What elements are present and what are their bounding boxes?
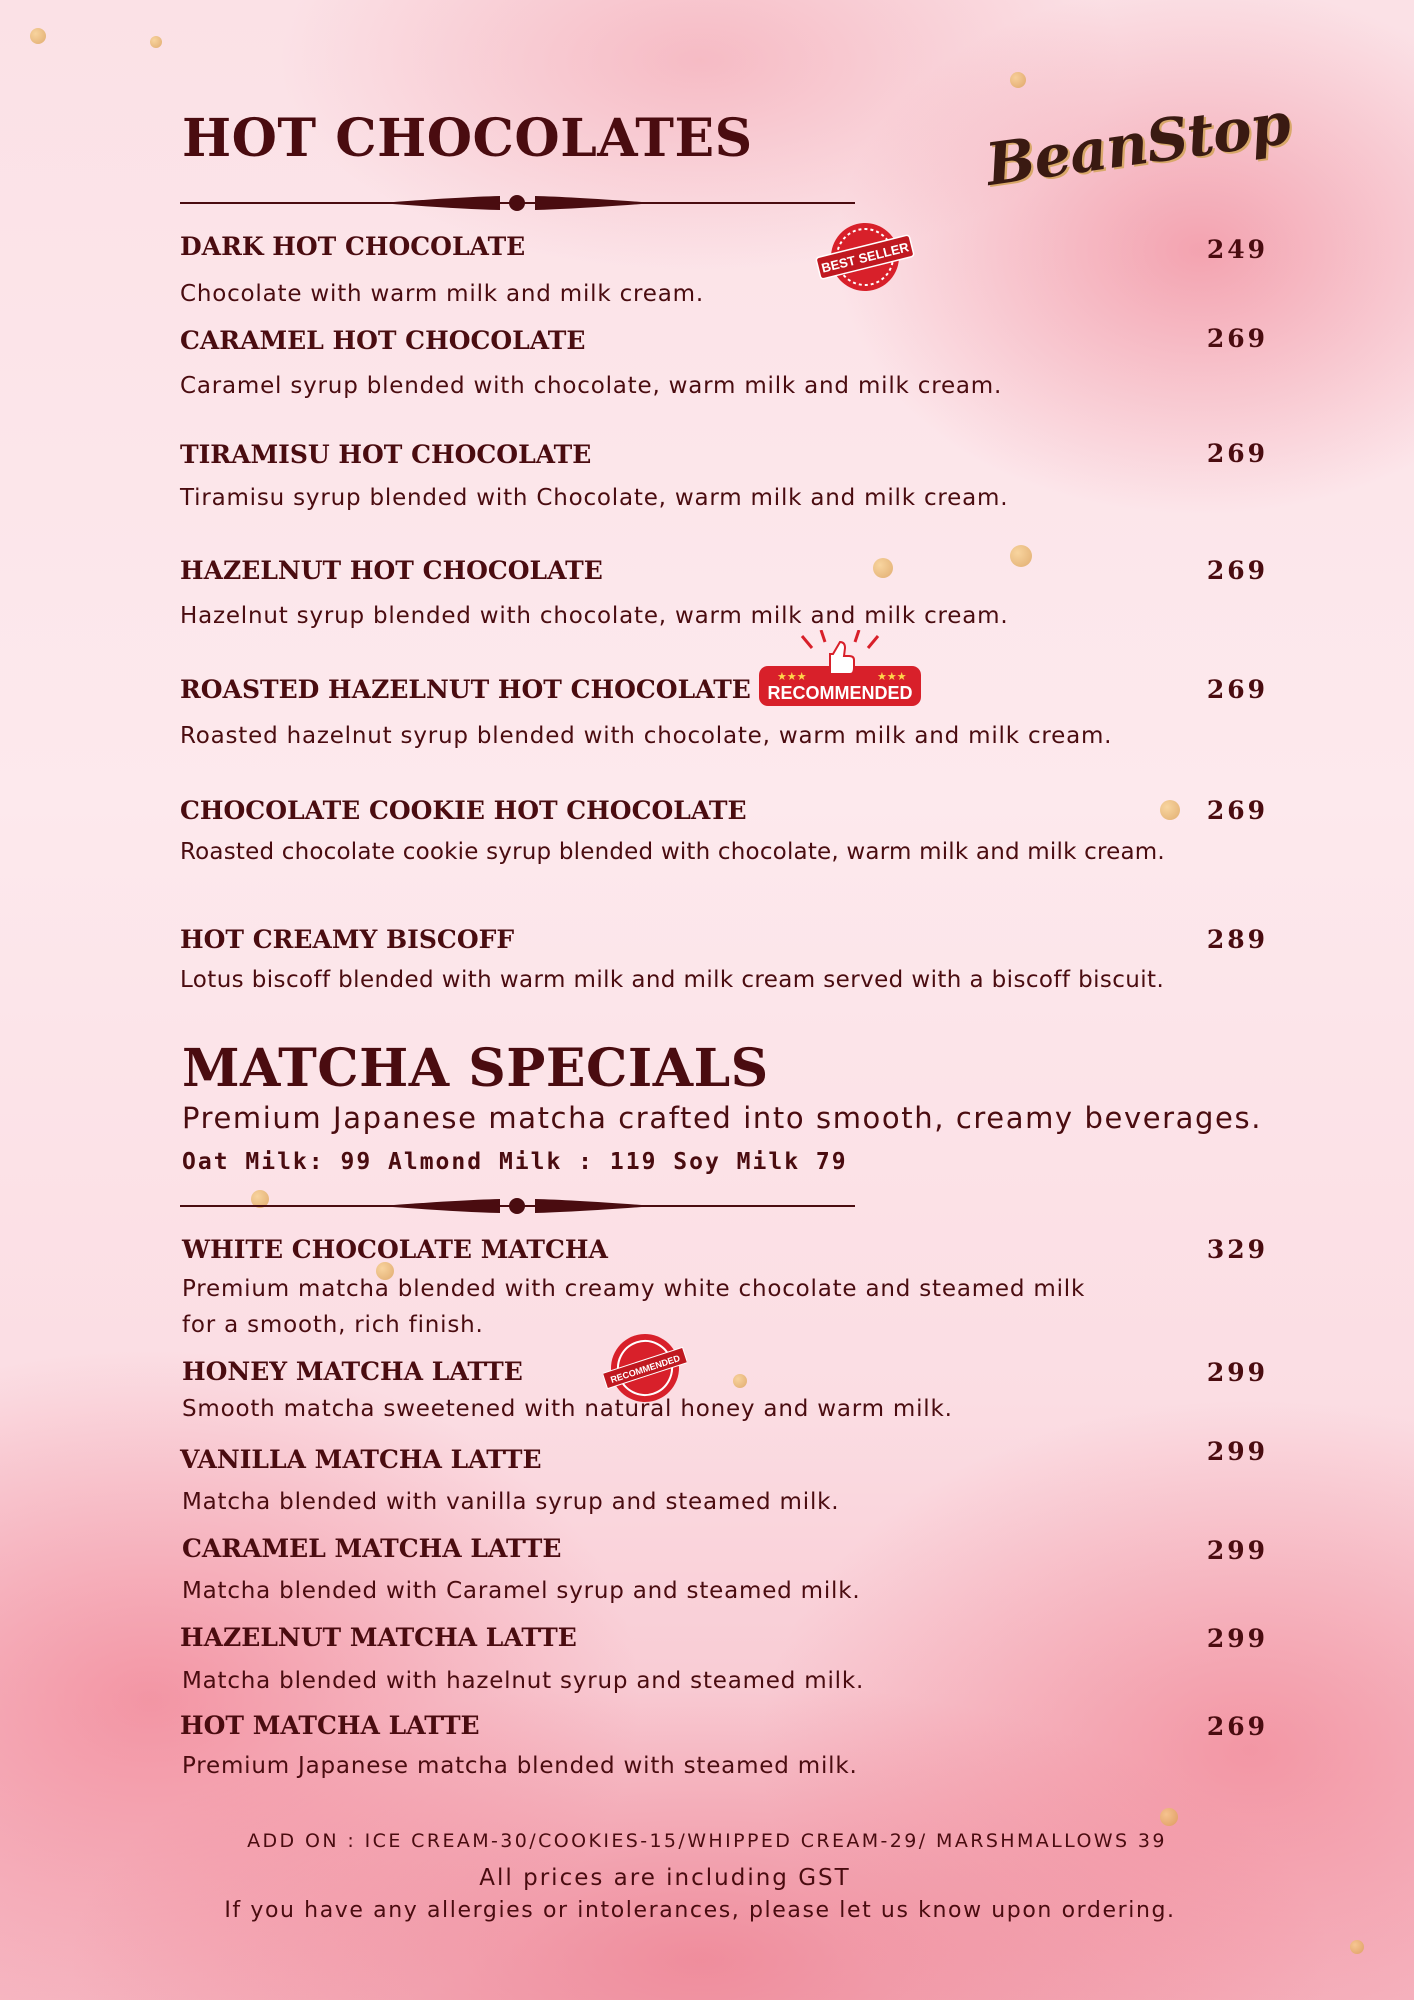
item-description: Hazelnut syrup blended with chocolate, warm milk and milk cream. <box>180 603 1009 629</box>
ornamental-divider <box>180 1196 855 1216</box>
gst-note: All prices are including GST <box>479 1865 851 1891</box>
item-name: WHITE CHOCOLATE MATCHA <box>182 1235 608 1264</box>
decorative-dot <box>1160 1808 1178 1826</box>
item-price: 299 <box>1206 1624 1268 1653</box>
item-description: Roasted chocolate cookie syrup blended with chocolate, warm milk and milk cream. <box>180 839 1165 865</box>
recommended-seal-badge <box>603 1330 687 1406</box>
recommended-badge-text: RECOMMENDED <box>767 683 913 703</box>
item-price: 299 <box>1206 1358 1268 1387</box>
recommended-badge <box>757 630 923 710</box>
decorative-dot <box>873 558 893 578</box>
brand-logo: BeanStop <box>981 89 1294 199</box>
item-name: HOT MATCHA LATTE <box>180 1711 480 1740</box>
item-name: DARK HOT CHOCOLATE <box>180 232 526 261</box>
add-on-line: ADD ON : ICE CREAM-30/COOKIES-15/WHIPPED CREAM-29/ MARSHMALLOWS 39 <box>247 1830 1167 1852</box>
item-description: Chocolate with warm milk and milk cream. <box>180 281 704 307</box>
item-name: VANILLA MATCHA LATTE <box>180 1445 542 1474</box>
item-price: 269 <box>1206 324 1268 353</box>
item-price: 269 <box>1206 796 1268 825</box>
item-name: TIRAMISU HOT CHOCOLATE <box>180 440 592 469</box>
item-price: 299 <box>1206 1536 1268 1565</box>
item-price: 329 <box>1206 1235 1268 1264</box>
item-description: Matcha blended with Caramel syrup and steamed milk. <box>182 1578 861 1604</box>
item-price: 249 <box>1206 235 1268 264</box>
item-price: 269 <box>1206 556 1268 585</box>
decorative-dot <box>1010 72 1026 88</box>
item-name: HOT CREAMY BISCOFF <box>180 925 515 954</box>
milk-options: Oat Milk: 99 Almond Milk : 119 Soy Milk 79 <box>182 1149 848 1175</box>
ornamental-divider <box>180 193 855 213</box>
item-description: Premium Japanese matcha blended with steamed milk. <box>182 1753 858 1779</box>
item-name: HAZELNUT HOT CHOCOLATE <box>180 556 603 585</box>
item-price: 299 <box>1206 1437 1268 1466</box>
decorative-dot <box>30 28 46 44</box>
item-description: Lotus biscoff blended with warm milk and milk cream served with a biscoff biscuit. <box>180 967 1165 993</box>
best-seller-badge-text: BEST SELLER <box>819 239 911 276</box>
svg-text:★★★: ★★★ <box>877 670 907 683</box>
decorative-dot <box>733 1374 747 1388</box>
item-price: 269 <box>1206 675 1268 704</box>
item-description: Caramel syrup blended with chocolate, warm milk and milk cream. <box>180 373 1003 399</box>
item-description: Matcha blended with hazelnut syrup and steamed milk. <box>182 1668 865 1694</box>
item-description: Roasted hazelnut syrup blended with chocolate, warm milk and milk cream. <box>180 723 1113 749</box>
allergy-note: If you have any allergies or intolerances, please let us know upon ordering. <box>224 1898 1176 1923</box>
best-seller-badge <box>815 218 915 296</box>
item-price: 269 <box>1206 439 1268 468</box>
section-title-matcha-specials: MATCHA SPECIALS <box>182 1038 769 1099</box>
item-name: HONEY MATCHA LATTE <box>182 1357 523 1386</box>
section-title-hot-chocolates: HOT CHOCOLATES <box>182 108 753 169</box>
item-description: Matcha blended with vanilla syrup and steamed milk. <box>182 1489 840 1515</box>
svg-text:★★★: ★★★ <box>777 670 807 683</box>
decorative-dot <box>1350 1940 1364 1954</box>
item-description: Tiramisu syrup blended with Chocolate, warm milk and milk cream. <box>180 485 1009 511</box>
section-subtitle: Premium Japanese matcha crafted into smooth, creamy beverages. <box>182 1101 1263 1135</box>
item-name: CARAMEL HOT CHOCOLATE <box>180 326 586 355</box>
item-name: ROASTED HAZELNUT HOT CHOCOLATE <box>180 675 751 704</box>
item-price: 289 <box>1206 925 1268 954</box>
item-description: Smooth matcha sweetened with natural honey and warm milk. <box>182 1396 953 1422</box>
decorative-dot <box>150 36 162 48</box>
item-name: HAZELNUT MATCHA LATTE <box>180 1623 577 1652</box>
item-price: 269 <box>1206 1712 1268 1741</box>
item-name: CARAMEL MATCHA LATTE <box>182 1534 562 1563</box>
decorative-dot <box>1010 545 1032 567</box>
recommended-seal-text: RECOMMENDED <box>609 1352 682 1385</box>
item-name: CHOCOLATE COOKIE HOT CHOCOLATE <box>180 796 747 825</box>
item-description: Premium matcha blended with creamy white chocolate and steamed milk for a smooth, rich finish. <box>182 1276 1086 1338</box>
